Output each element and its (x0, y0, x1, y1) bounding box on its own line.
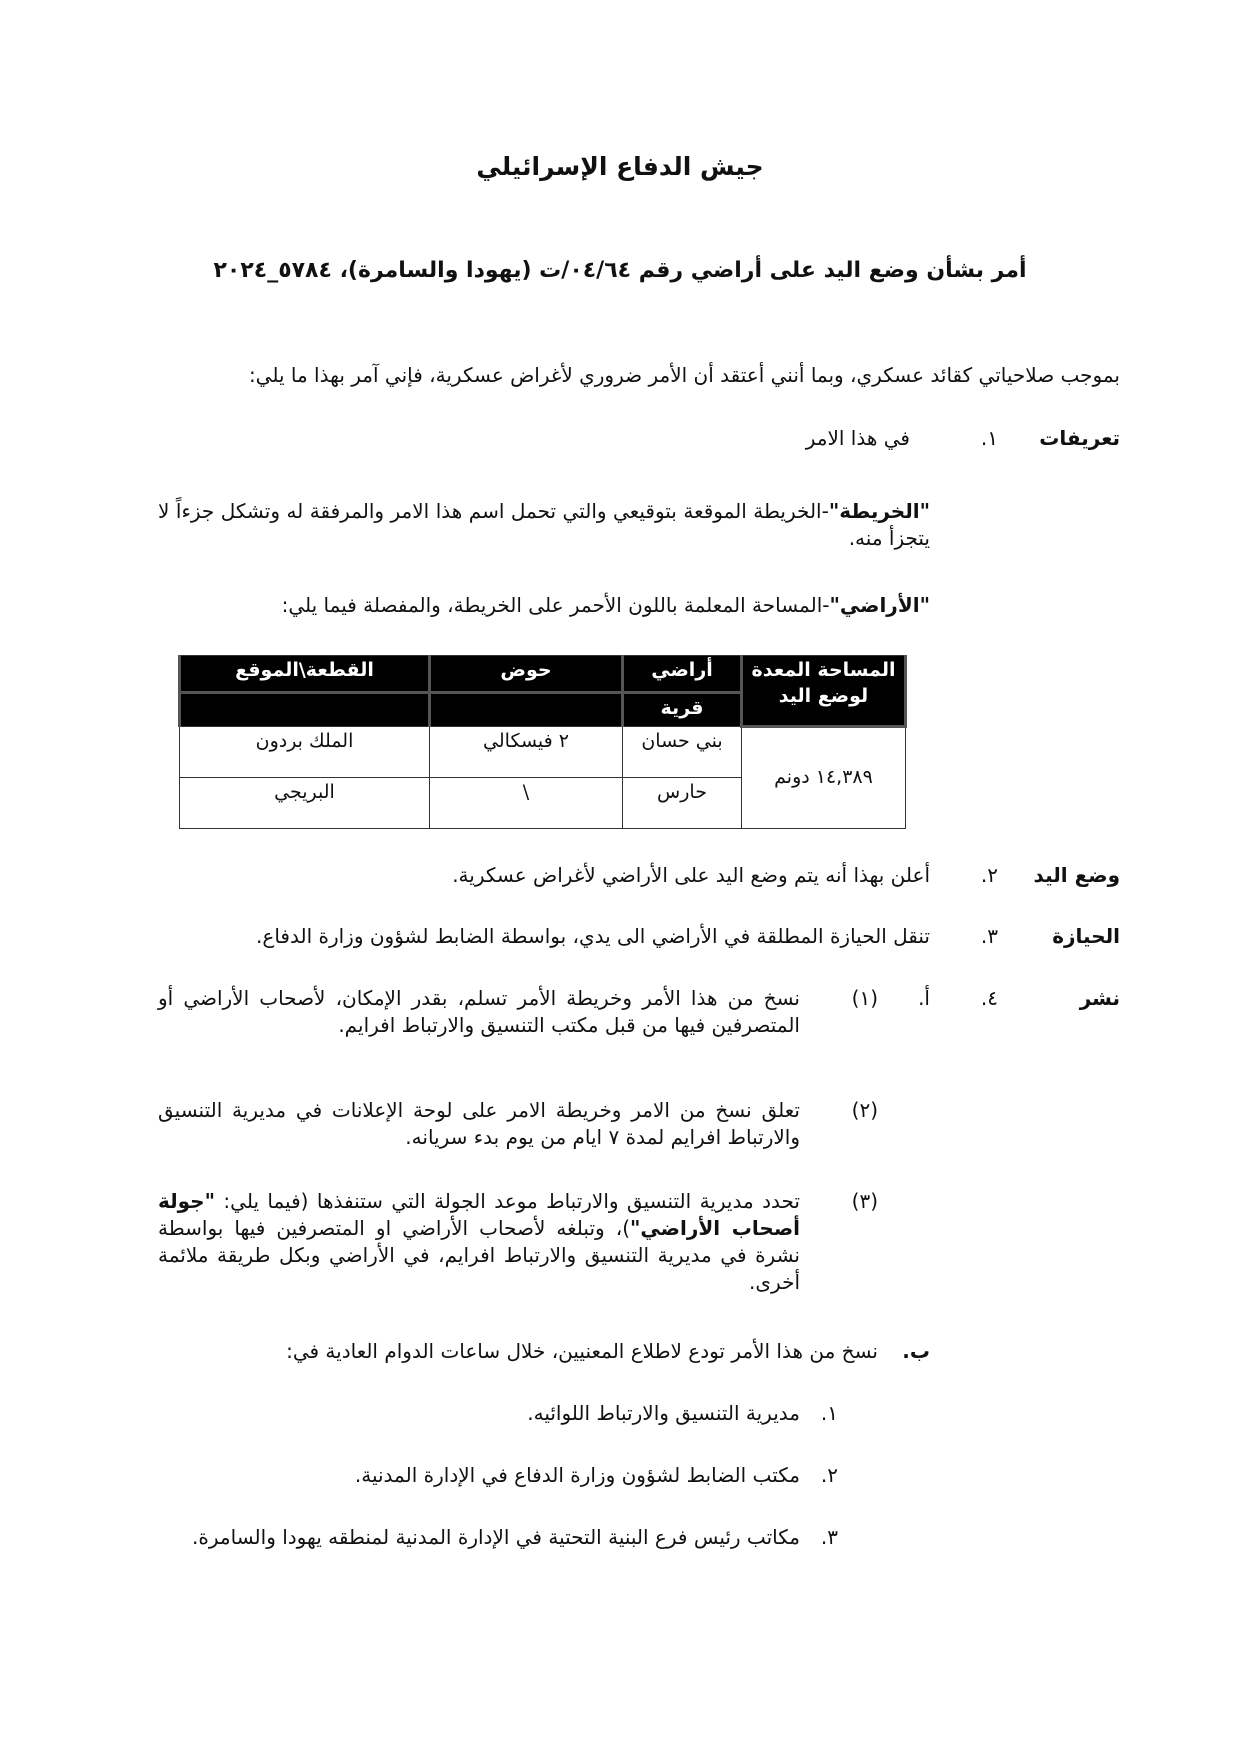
publication-heading: نشر (1079, 986, 1120, 1010)
item3-number: (٣) (851, 1189, 878, 1213)
place-number: ٣. (820, 1525, 838, 1549)
place-text: مكتب الضابط لشؤون وزارة الدفاع في الإدارة المدنية. (354, 1463, 800, 1487)
sub-a-letter: أ. (918, 986, 930, 1010)
item3-term: "جولة أصحاب الأراضي" (158, 1189, 800, 1240)
place-number: ١. (820, 1401, 838, 1425)
definitions-number: ١. (980, 426, 998, 450)
header-village-line1: أراضي (623, 656, 742, 693)
lands-definition-text: -المساحة المعلمة باللون الأحمر على الخريطة، والمفصلة فيما يلي: (281, 593, 830, 617)
basin-cell: \ (430, 778, 623, 829)
item2-text: تعلق نسخ من الامر وخريطة الامر على لوحة الإعلانات في مديرية التنسيق والارتباط افرايم لمدة ٧ ايام من يوم بدء سريانه. (158, 1098, 800, 1149)
document-title: جيش الدفاع الإسرائيلي (476, 152, 764, 181)
definitions-intro: في هذا الامر (805, 426, 910, 450)
possession-number: ٣. (980, 924, 998, 948)
plot-cell: البريجي (180, 778, 430, 829)
seizure-text: أعلن بهذا أنه يتم وضع اليد على الأراضي لأغراض عسكرية. (452, 863, 930, 887)
table-row (180, 727, 906, 778)
seizure-number: ٢. (980, 863, 998, 887)
sub-b-text: نسخ من هذا الأمر تودع لاطلاع المعنيين، خلال ساعات الدوام العادية في: (286, 1339, 878, 1363)
place-number: ٢. (820, 1463, 838, 1487)
preamble: بموجب صلاحياتي كقائد عسكري، وبما أنني أعتقد أن الأمر ضروري لأغراض عسكرية، فإني آمر بهذا ما يلي: (248, 363, 1120, 387)
definitions-heading: تعريفات (1039, 426, 1120, 450)
place-text: مكاتب رئيس فرع البنية التحتية في الإدارة المدنية لمنطقه يهودا والسامرة. (192, 1525, 800, 1549)
item1-number: (١) (851, 986, 878, 1010)
plot-cell: الملك بردون (180, 727, 430, 778)
item2-number: (٢) (851, 1098, 878, 1122)
map-term: "الخريطة" (828, 499, 930, 523)
sub-b-letter: ب. (902, 1339, 930, 1363)
village-cell: حارس (623, 778, 742, 829)
possession-text: تنقل الحيازة المطلقة في الأراضي الى يدي، بواسطة الضابط لشؤون وزارة الدفاع. (256, 924, 930, 948)
item1-text: نسخ من هذا الأمر وخريطة الأمر تسلم، بقدر الإمكان، لأصحاب الأراضي أو المتصرفين فيها من قبل مكتب التنسيق والارتباط افرايم. (158, 986, 800, 1037)
header-plot-blank (180, 692, 430, 727)
lands-table (178, 655, 907, 829)
order-title: أمر بشأن وضع اليد على أراضي رقم ٠٤/٦٤/ت (يهودا والسامرة)، ٥٧٨٤_٢٠٢٤ (213, 258, 1027, 283)
map-definition-text: -الخريطة الموقعة بتوقيعي والتي تحمل اسم هذا الامر والمرفقة له وتشكل جزءاً لا يتجزأ منه. (158, 499, 930, 550)
area-value: ١٤,٣٨٩ دونم (742, 727, 906, 829)
lands-term: "الأراضي" (829, 593, 930, 617)
header-basin: حوض (430, 656, 623, 693)
item3-text (158, 1188, 800, 1296)
place-text: مديرية التنسيق والارتباط اللوائيه. (527, 1401, 800, 1425)
lands-definition (230, 592, 930, 619)
basin-cell: ٢ فيسكالي (430, 727, 623, 778)
header-area: المساحة المعدة لوضع اليد (742, 656, 906, 727)
header-village-line2: قرية (623, 692, 742, 727)
village-cell: بني حسان (623, 727, 742, 778)
item3-text-b: )، وتبلغه لأصحاب الأراضي او المتصرفين فيها بواسطة نشرة في مديرية التنسيق والارتباط افرايم، في الأراضي وبكل طريقة ملائمة أخرى. (158, 1216, 800, 1294)
publication-number: ٤. (980, 986, 998, 1010)
header-plot: القطعة\الموقع (180, 656, 430, 693)
possession-heading: الحيازة (1052, 924, 1120, 948)
item3-text-a: تحدد مديرية التنسيق والارتباط موعد الجولة التي ستنفذها (فيما يلي: (215, 1189, 800, 1213)
seizure-heading: وضع اليد (1033, 863, 1120, 887)
header-basin-blank (430, 692, 623, 727)
table-header-row (180, 656, 906, 693)
map-definition (158, 498, 930, 552)
